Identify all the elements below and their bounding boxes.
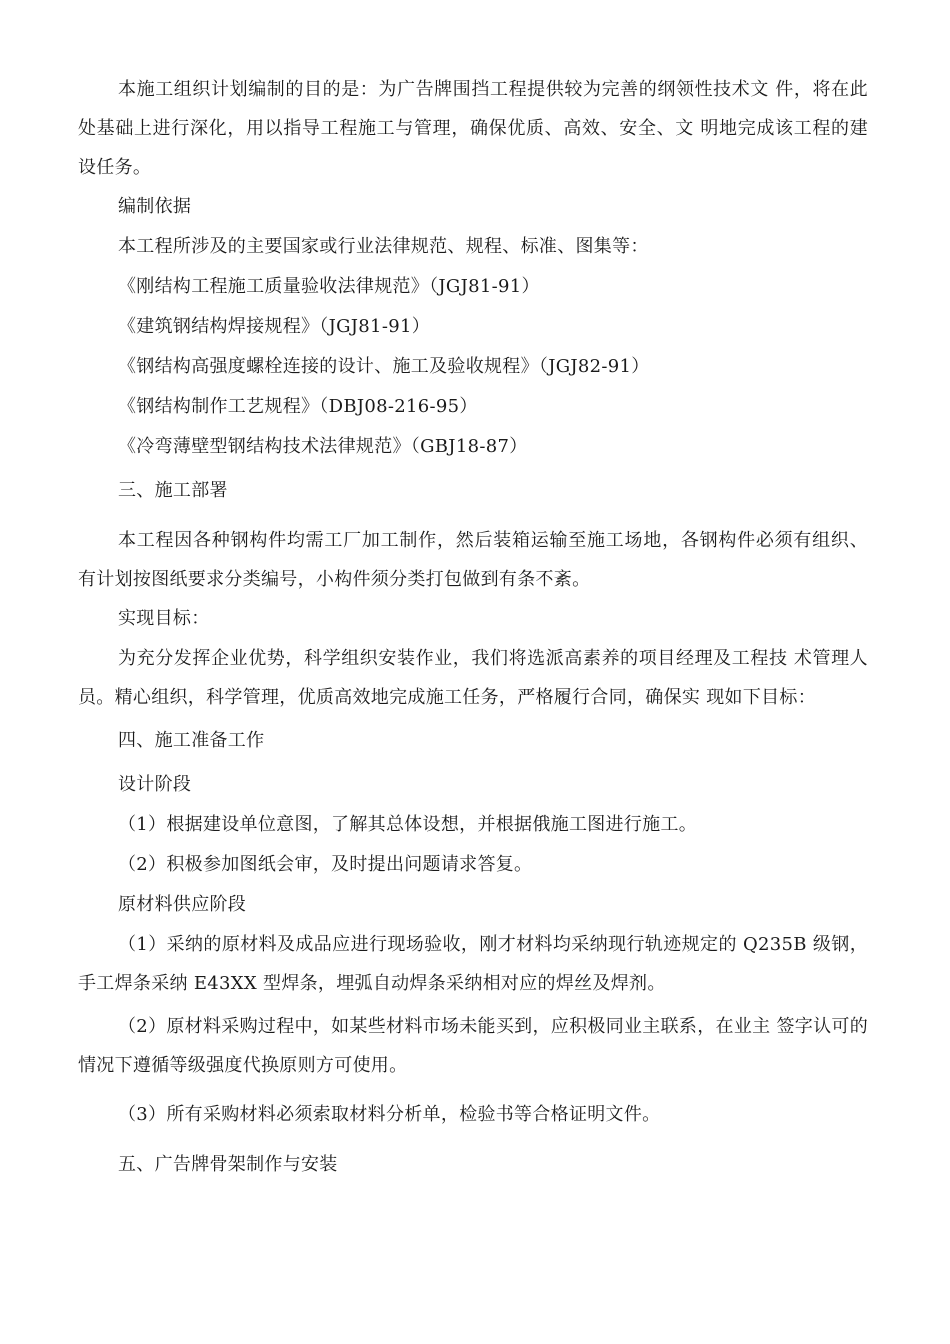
design-item: （1）根据建设单位意图，了解其总体设想，并根据俄施工图进行施工。	[118, 814, 698, 835]
section3-heading: 三、施工部署	[118, 480, 228, 501]
basis-intro: 本工程所涉及的主要国家或行业法律规范、规程、标准、图集等：	[118, 236, 649, 257]
standard-item: 《建筑钢结构焊接规程》（JGJ81-91）	[118, 316, 430, 337]
basis-heading: 编制依据	[118, 196, 192, 217]
standard-item: 《钢结构高强度螺栓连接的设计、施工及验收规程》（JGJ82-91）	[118, 356, 650, 377]
supply-item: （3）所有采购材料必须索取材料分析单，检验书等合格证明文件。	[118, 1104, 661, 1125]
design-item: （2）积极参加图纸会审，及时提出问题请求答复。	[118, 854, 533, 875]
standard-item: 《刚结构工程施工质量验收法律规范》（JGJ81-91）	[118, 276, 540, 297]
purpose-paragraph: 本施工组织计划编制的目的是：为广告牌围挡工程提供较为完善的纲领性技术文 件，将在此处基础上进行深化，用以指导工程施工与管理，确保优质、高效、安全、文 明地完成该工程的建设任务。	[78, 79, 868, 178]
goal-body: 为充分发挥企业优势，科学组织安装作业，我们将选派高素养的项目经理及工程技 术管理人员。精心组织，科学管理，优质高效地完成施工任务，严格履行合同，确保实 现如下目标：	[78, 648, 868, 708]
standard-item: 《钢结构制作工艺规程》（DBJ08-216-95）	[118, 396, 478, 417]
design-heading: 设计阶段	[118, 774, 192, 795]
standard-item: 《冷弯薄壁型钢结构技术法律规范》（GBJ18-87）	[118, 436, 528, 457]
document-body	[78, 70, 868, 1185]
supply-item: （2）原材料采购过程中，如某些材料市场未能买到，应积极同业主联系，在业主 签字认可的情况下遵循等级强度代换原则方可使用。	[78, 1016, 868, 1076]
section3-body: 本工程因各种钢构件均需工厂加工制作，然后装箱运输至施工场地，各钢构件必须有组织、有计划按图纸要求分类编号，小构件须分类打包做到有条不紊。	[78, 530, 868, 590]
supply-heading: 原材料供应阶段	[118, 894, 247, 915]
section5-heading: 五、广告牌骨架制作与安装	[118, 1154, 338, 1175]
goal-heading: 实现目标：	[118, 608, 210, 629]
section4-heading: 四、施工准备工作	[118, 730, 265, 751]
supply-item: （1）采纳的原材料及成品应进行现场验收，刚才材料均采纳现行轨迹规定的 Q235B 级钢，手工焊条采纳 E43XX 型焊条，埋弧自动焊条采纳相对应的焊丝及焊剂。	[78, 934, 868, 994]
